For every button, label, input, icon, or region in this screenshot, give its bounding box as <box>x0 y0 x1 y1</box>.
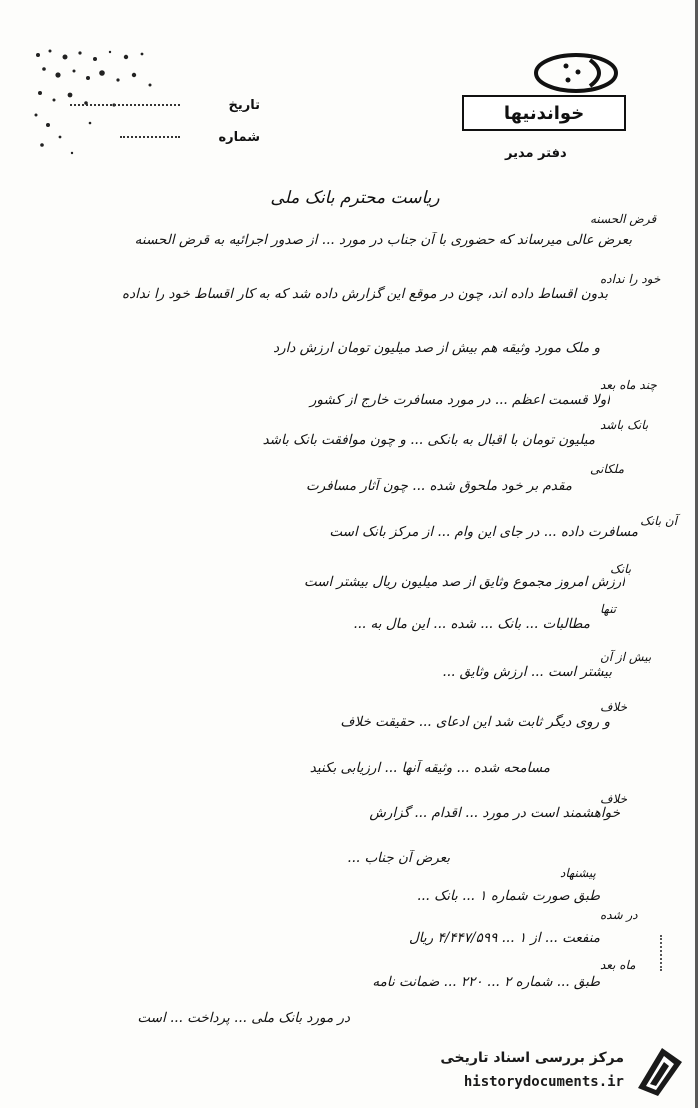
margin-note: ملکانی <box>590 462 625 476</box>
letter-line: ارزش امروز مجموع وثایق از صد میلیون ریال بیشتر است <box>303 574 625 590</box>
letter-line: خواهشمند است در مورد ... اقدام ... گزارش <box>369 805 620 821</box>
number-field-line <box>120 136 180 140</box>
letter-line: بدون اقساط داده اند، چون در موقع این گزارش داده شد که به کار اقساط خود را نداده <box>122 286 608 302</box>
date-label: تاریخ <box>228 98 260 113</box>
margin-note: خود را نداده <box>600 272 661 286</box>
letter-line: مطالبات ... بانک ... شده ... این مال به ... <box>353 616 590 632</box>
page-edge-shadow <box>695 0 698 1108</box>
letter-line: و ملک مورد وثیقه هم بیش از صد میلیون تومان ارزش دارد <box>273 340 600 356</box>
letter-line: مسافرت داده ... در جای این وام ... از مرکز بانک است <box>329 524 638 540</box>
margin-note: بیش از آن <box>600 650 652 664</box>
letter-line: طبق صورت شماره ۱ ... بانک ... <box>416 888 600 904</box>
office-label: دفتر مدیر <box>505 146 567 161</box>
margin-note: ماه بعد <box>600 958 636 972</box>
letter-line: بعرض آن جناب ... <box>347 850 450 866</box>
letter-line: میلیون تومان با اقبال به بانکی ... و چون موافقت بانک باشد <box>262 432 595 448</box>
margin-note: چند ماه بعد <box>600 378 657 392</box>
margin-note: بانک <box>610 562 632 576</box>
company-emblem-icon <box>532 52 620 94</box>
date-field-line <box>70 104 180 108</box>
archive-website-link[interactable]: historydocuments.ir <box>463 1074 624 1090</box>
margin-note: پیشنهاد <box>560 866 596 880</box>
company-logo: خواندنیها <box>462 95 626 131</box>
margin-note: در شده <box>600 908 638 922</box>
archive-logo-icon <box>628 1042 688 1098</box>
salutation: ریاست محترم بانک ملی <box>270 188 440 208</box>
letter-line: منفعت ... از ۱ ... ۴/۴۴۷/۵۹۹ ریال <box>408 930 600 946</box>
letter-line: بعرض عالی میرساند که حضوری با آن جناب در مورد ... از صدور اجرائیه به قرض الحسنه <box>134 232 632 248</box>
margin-note: خلاف <box>600 700 628 714</box>
margin-note: تنها <box>600 602 617 616</box>
margin-note: قرض الحسنه <box>590 212 657 226</box>
margin-note: بانک باشد <box>600 418 649 432</box>
margin-note: خلاف <box>600 792 628 806</box>
archive-organization: مرکز بررسی اسناد تاریخی <box>440 1050 624 1066</box>
margin-note: آن بانک <box>640 514 678 528</box>
letter-line: طبق ... شماره ۲ ... ۲۲۰ ... ضمانت نامه <box>372 974 600 990</box>
letter-line: و روی دیگر ثابت شد این ادعای ... حقیقت خلاف <box>340 714 610 730</box>
letter-line: در مورد بانک ملی ... پرداخت ... است <box>137 1010 350 1026</box>
letter-line: اولا قسمت اعظم ... در مورد مسافرت خارج از کشور <box>309 392 610 408</box>
letter-line: بیشتر است ... ارزش وثایق ... <box>442 664 612 680</box>
letter-line: مقدم بر خود ملحوق شده ... چون آثار مسافرت <box>306 478 572 494</box>
letter-line: مسامحه شده ... وثیقه آنها ... ارزیابی بکنید <box>309 760 550 776</box>
margin-mark <box>660 935 664 971</box>
number-label: شماره <box>218 130 260 145</box>
